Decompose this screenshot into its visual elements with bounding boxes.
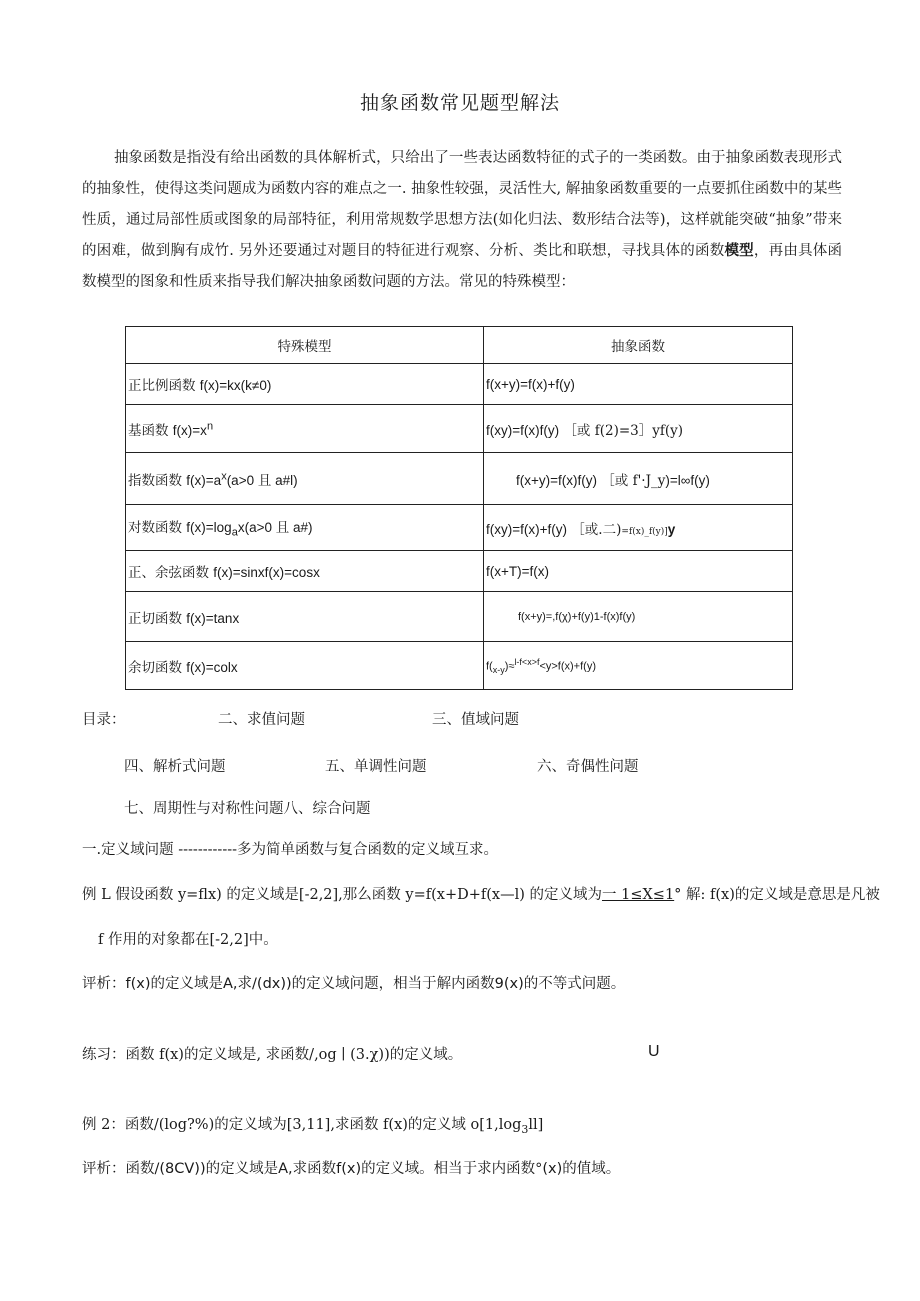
model-cell xyxy=(126,551,484,592)
model-formula: f(x)=log xyxy=(186,520,232,536)
model-formula-tail: (a>0 且 a#l) xyxy=(226,472,298,488)
model-label: 指数函数 xyxy=(128,472,182,489)
model-cell xyxy=(126,364,484,405)
toc-item: 二、求值问题 xyxy=(218,712,305,728)
abstract-formula: f(xy)=f(x)f(y) xyxy=(486,422,560,438)
toc-label: 目录： xyxy=(82,712,126,728)
abstract-formula: f( xyxy=(486,660,493,673)
section-desc: 多为简单函数与复合函数的定义域互求。 xyxy=(237,842,499,858)
abstract-mid: )≈ xyxy=(504,660,515,673)
example-1-line2: f 作用的对象都在[-2,2]中。 xyxy=(98,932,278,948)
abstract-cell xyxy=(484,405,793,453)
abstract-superscript: l-f<x>f xyxy=(514,656,540,667)
section-title: 定义域问题 xyxy=(101,842,174,858)
practice-mark: U xyxy=(648,1043,660,1060)
abstract-formula: f(x+y)=,f(χ)+f(y)1-f(x)f(y) xyxy=(518,610,636,623)
model-cell xyxy=(126,505,484,551)
abstract-small: =f(x)_f(y)] xyxy=(621,526,668,537)
header-special-model: 特殊模型 xyxy=(126,327,484,364)
table-row xyxy=(126,642,793,690)
model-label: 正、余弦函数 xyxy=(128,565,209,581)
special-models-table xyxy=(125,326,793,690)
abstract-tail: y xyxy=(667,521,676,537)
table-row xyxy=(126,405,793,453)
model-formula: f(x)=kx(k≠0) xyxy=(199,378,272,393)
table-row xyxy=(126,505,793,551)
example-1 xyxy=(82,883,880,904)
model-formula: f(x)=x xyxy=(172,422,207,438)
abstract-small: f'·J_y xyxy=(632,472,666,489)
abstract-formula: f(x+y)=f(x)+f(y) xyxy=(486,376,575,392)
intro-paragraph xyxy=(82,143,842,298)
example-2-tail: ll] xyxy=(528,1117,544,1133)
table-header-row xyxy=(126,327,793,364)
abstract-formula: f(xy)=f(x)+f(y) xyxy=(486,521,567,537)
toc-item: 七、周期性与对称性问题八、综合问题 xyxy=(124,801,371,817)
model-label: 基函数 xyxy=(128,422,169,439)
model-cell xyxy=(126,642,484,690)
header-abstract-function: 抽象函数 xyxy=(484,327,793,364)
abstract-cell xyxy=(484,642,793,690)
abstract-formula: f(x+y)=f(x)f(y) xyxy=(516,472,597,488)
example-1-text: 例 L 假设函数 y=flx) 的定义域是[-2,2],那么函数 y=f(x+D+f(x—l) 的定义域为 xyxy=(82,887,602,903)
intro-bold-term: 模型 xyxy=(724,243,754,259)
abstract-cell xyxy=(484,505,793,551)
abstract-cell xyxy=(484,453,793,505)
abstract-tail: )=l∞f(y) xyxy=(665,472,710,488)
analysis-1: 评析：f(x)的定义域是A,求/(dx))的定义域问题，相当于解内函数9(x)的不等式问题。 xyxy=(82,976,626,992)
model-formula-tail: x(a>0 且 a#) xyxy=(237,520,313,536)
table-row xyxy=(126,453,793,505)
model-formula: f(x)=tanx xyxy=(186,610,240,626)
example-2 xyxy=(82,1113,543,1136)
table-row xyxy=(126,551,793,592)
model-label: 对数函数 xyxy=(128,520,182,537)
abstract-note: ［或 f(2)=3］yf(y) xyxy=(563,422,684,439)
model-cell xyxy=(126,405,484,453)
toc-item: 六、奇偶性问题 xyxy=(537,759,639,775)
example-1-answer: 一 1≤X≤1 xyxy=(601,887,675,903)
section-heading-domain xyxy=(82,838,498,859)
abstract-note: ［或 xyxy=(601,472,629,489)
table-row xyxy=(126,592,793,642)
abstract-cell xyxy=(484,592,793,642)
model-formula: f(x)=colx xyxy=(186,659,238,675)
abstract-cell xyxy=(484,364,793,405)
intro-text-part1: 抽象函数是指没有给出函数的具体解析式，只给出了一些表达函数特征的式子的一类函数。由于抽象函数表现形式的抽象性，使得这类问题成为函数内容的难点之一. 抽象性较强，灵活性大, 解抽象函数重要的一点要抓住函数中的某些性质，通过局部性质或图象的局部特征，利用常规数学思想方法(如化归法、数形结合法等)，这样就能突破“抽象”带来的困难，做到胸有成竹. 另外还要通过对题目的特征进行观察、分析、类比和联想，寻找具体的函数 xyxy=(82,150,842,259)
example-2-text: 例 2：函数/(log?%)的定义域为[3,11],求函数 f(x)的定义域 o[1,log xyxy=(82,1117,522,1133)
model-label: 正切函数 xyxy=(128,610,182,627)
section-dashes: ------------ xyxy=(178,842,238,858)
abstract-formula: f(x+T)=f(x) xyxy=(486,563,549,579)
table-row xyxy=(126,364,793,405)
model-cell xyxy=(126,592,484,642)
section-prefix: 一. xyxy=(82,842,102,858)
model-formula: f(x)=sinxf(x)=cosx xyxy=(213,565,320,580)
model-label: 余切函数 xyxy=(128,659,182,676)
toc-item: 四、解析式问题 xyxy=(124,759,226,775)
model-formula: f(x)=a xyxy=(186,472,222,488)
model-superscript: x xyxy=(221,470,227,482)
abstract-note: ［或.二) xyxy=(571,521,622,538)
abstract-tail: <y>f(x)+f(y) xyxy=(539,660,596,673)
page-title: 抽象函数常见题型解法 xyxy=(359,92,560,114)
practice: 练习：函数 f(x)的定义域是, 求函数/,og ∣ (3.χ))的定义域。 xyxy=(82,1047,463,1063)
toc-item: 五、单调性问题 xyxy=(325,759,427,775)
example-1-solution: ° 解: f(x)的定义域是意思是凡被 xyxy=(674,887,880,903)
intro-text-part2: ，再由具体函数模型的图象和性质来指导我们解决抽象函数问题的方法。常见的特殊模型： xyxy=(82,243,843,290)
analysis-2: 评析：函数/(8CV))的定义域是A,求函数f(x)的定义域。相当于求内函数°(x)的值域。 xyxy=(82,1161,621,1177)
abstract-subscript: x-y xyxy=(492,664,505,675)
model-superscript: n xyxy=(206,420,214,432)
model-subscript: a xyxy=(231,526,238,539)
abstract-cell xyxy=(484,551,793,592)
toc-item: 三、值域问题 xyxy=(432,712,519,728)
model-label: 正比例函数 xyxy=(128,378,196,394)
model-cell xyxy=(126,453,484,505)
example-2-subscript: 3 xyxy=(521,1122,529,1136)
